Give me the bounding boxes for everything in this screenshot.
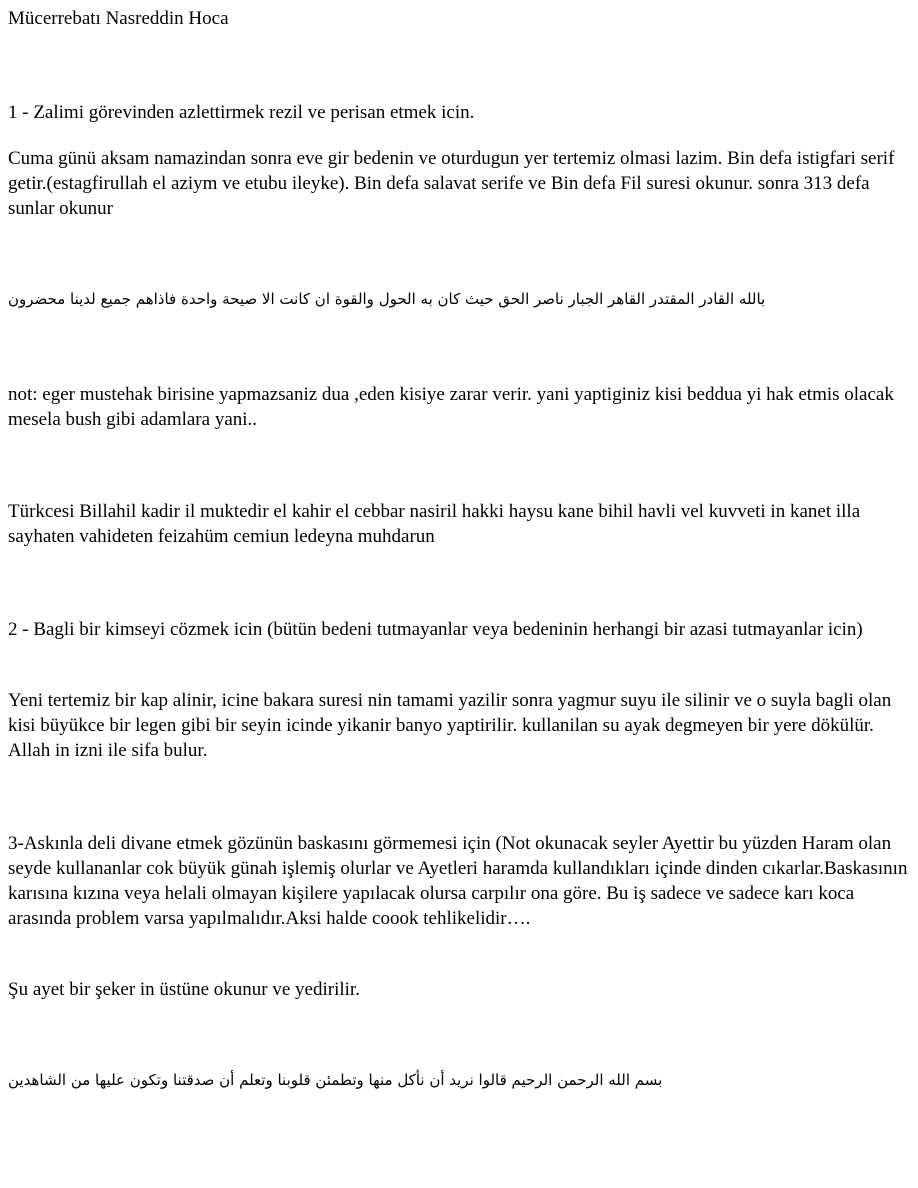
section-1-transliteration: Türkcesi Billahil kadir il muktedir el kahir el cebbar nasiril hakki haysu kane bihil havli vel kuvveti in kanet illa sayhaten vahideten feizahüm cemiun ledeyna muhdarun [8,501,861,547]
section-1-arabic-text: بالله القادر المقتدر القاهر الجبار ناصر الحق حيث كان به الحول والقوة ان كانت الا صيحة واحدة فاذاهم جميع لدينا محضرون [8,290,766,308]
section-1-heading: 1 - Zalimi görevinden azlettirmek rezil ve perisan etmek icin. [8,102,475,123]
section-2-instructions: Yeni tertemiz bir kap alinir, icine bakara suresi nin tamami yazilir sonra yagmur suyu ile silinir ve o suyla bagli olan kisi büyükce bir legen gibi bir seyin icinde yikanir banyo yaptirilir. kullanilan su ayak degmeyen bir yere dökülür. Allah in izni ile sifa bulur. [8,690,892,761]
section-3-arabic-text: بسم الله الرحمن الرحيم قالوا نريد أن نأكل منها وتطمئن قلوبنا وتعلم أن صدقتنا وتكون عليها من الشاهدين [8,1071,663,1089]
section-2-heading: 2 - Bagli bir kimseyi cözmek icin (bütün bedeni tutmayanlar veya bedeninin herhangi bir azasi tutmayanlar icin) [8,619,863,640]
document-title: Mücerrebatı Nasreddin Hoca [8,8,229,29]
section-3-instructions: Şu ayet bir şeker in üstüne okunur ve yedirilir. [8,979,360,1000]
section-1-instructions: Cuma günü aksam namazindan sonra eve gir bedenin ve oturdugun yer tertemiz olmasi lazim. Bin defa istigfari serif getir.(estagfirullah el aziym ve etubu ileyke). Bin defa salavat serife ve Bin defa Fil suresi okunur. sonra 313 defa sunlar okunur [8,148,895,219]
section-3-heading: 3-Askınla deli divane etmek gözünün baskasını görmemesi için (Not okunacak seyler Ayettir bu yüzden Haram olan seyde kullananlar cok büyük günah işlemiş olurlar ve Ayetleri haramda kullandıkları içinde dinden cıkarlar.Baskasının karısına kızına veya helali olmayan kişilere yapılacak olursa carpılır ona göre. Bu iş sadece ve sadece karı koca arasında problem varsa yapılmalıdır.Aksi halde coook tehlikelidir…. [8,833,908,929]
section-1-note: not: eger mustehak birisine yapmazsaniz dua ,eden kisiye zarar verir. yani yaptiginiz kisi beddua yi hak etmis olacak mesela bush gibi adamlara yani.. [8,384,894,430]
